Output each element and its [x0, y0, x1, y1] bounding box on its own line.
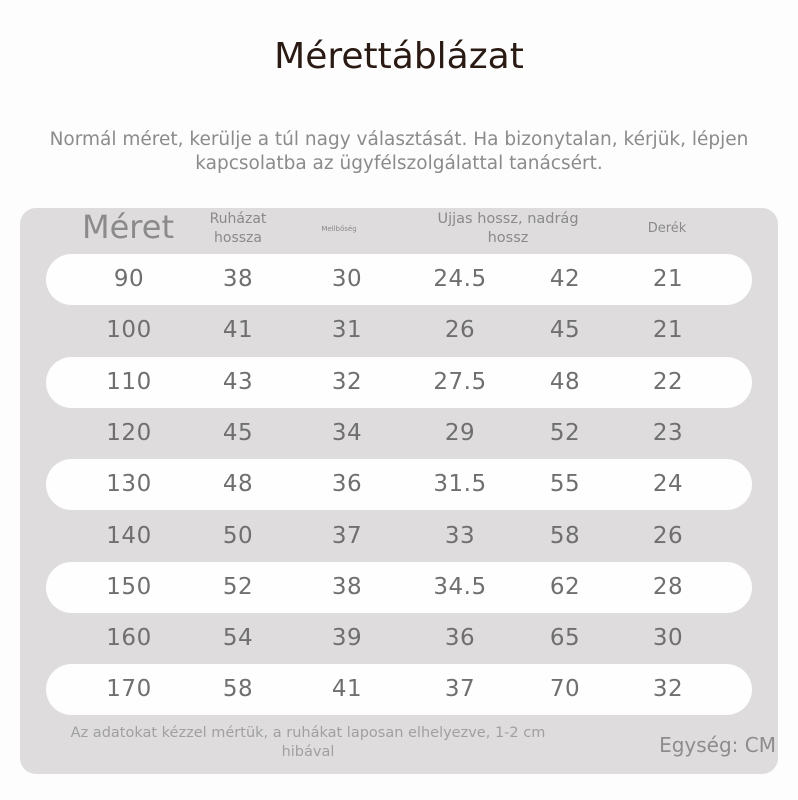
table-cell: 26 — [652, 522, 684, 549]
header-waist: Derék — [647, 221, 687, 236]
table-row — [46, 305, 752, 356]
table-cell: 38 — [222, 266, 254, 292]
table-cell: 23 — [652, 419, 684, 446]
table-cell: 54 — [222, 625, 254, 652]
table-row — [46, 511, 752, 562]
table-cell: 55 — [549, 471, 581, 498]
table-cell: 39 — [331, 625, 363, 652]
table-cell: 120 — [106, 419, 152, 446]
table-row — [46, 613, 752, 664]
page-subtitle: Normál méret, kerülje a túl nagy választását. Ha bizonytalan, kérjük, lépjen kapcsolatba az ügyfélszolgálattal tanácsért. — [49, 129, 749, 174]
table-cell: 41 — [222, 317, 254, 344]
table-cell: 37 — [331, 522, 363, 549]
table-cell: 110 — [106, 368, 152, 395]
table-cell: 160 — [106, 625, 152, 652]
size-table-panel — [20, 208, 778, 774]
table-cell: 27.5 — [433, 368, 487, 395]
header-chest: Mellbőség — [321, 225, 357, 233]
header-size: Méret — [82, 208, 174, 246]
table-cell: 24 — [652, 471, 684, 498]
table-row — [46, 459, 752, 510]
table-row — [46, 562, 752, 613]
table-cell: 30 — [652, 625, 684, 652]
table-cell: 21 — [652, 266, 684, 292]
table-cell: 34 — [331, 419, 363, 446]
table-cell: 22 — [652, 368, 684, 395]
table-cell: 32 — [331, 368, 363, 395]
table-cell: 45 — [549, 317, 581, 344]
table-row — [46, 408, 752, 459]
table-cell: 32 — [652, 676, 684, 703]
table-cell: 62 — [549, 573, 581, 600]
table-cell: 45 — [222, 419, 254, 446]
table-cell: 42 — [549, 266, 581, 292]
table-cell: 29 — [444, 419, 476, 446]
table-cell: 43 — [222, 368, 254, 395]
table-cell: 21 — [652, 317, 684, 344]
header-clothing-length: Ruházat hossza — [209, 211, 267, 246]
table-cell: 36 — [444, 625, 476, 652]
table-cell: 24.5 — [433, 266, 487, 292]
table-cell: 58 — [222, 676, 254, 703]
table-cell: 70 — [549, 676, 581, 703]
table-cell: 140 — [106, 522, 152, 549]
table-cell: 50 — [222, 522, 254, 549]
table-row — [46, 664, 752, 715]
table-cell: 52 — [222, 573, 254, 600]
table-cell: 38 — [331, 573, 363, 600]
page-title: Mérettáblázat — [274, 36, 524, 77]
table-cell: 150 — [106, 573, 152, 600]
table-cell: 58 — [549, 522, 581, 549]
table-cell: 130 — [106, 471, 152, 498]
table-cell: 65 — [549, 625, 581, 652]
table-row — [46, 357, 752, 408]
table-cell: 30 — [331, 266, 363, 292]
size-table-body — [20, 208, 778, 774]
table-cell: 37 — [444, 676, 476, 703]
table-cell: 33 — [444, 522, 476, 549]
table-cell: 34.5 — [433, 573, 487, 600]
table-cell: 48 — [549, 368, 581, 395]
table-cell: 26 — [444, 317, 476, 344]
table-cell: 28 — [652, 573, 684, 600]
table-cell: 36 — [331, 471, 363, 498]
table-cell: 31.5 — [433, 471, 487, 498]
table-cell: 31 — [331, 317, 363, 344]
table-cell: 170 — [106, 676, 152, 703]
unit-label: Egység: CM — [659, 733, 776, 757]
table-row — [46, 254, 752, 305]
table-cell: 90 — [113, 266, 145, 292]
table-cell: 52 — [549, 419, 581, 446]
measurement-note: Az adatokat kézzel mértük, a ruhákat laposan elhelyezve, 1-2 cm hibával — [70, 725, 546, 760]
table-cell: 41 — [331, 676, 363, 703]
table-cell: 48 — [222, 471, 254, 498]
header-sleeve-pants-length: Ujjas hossz, nadrág hossz — [437, 211, 579, 246]
table-cell: 100 — [106, 317, 152, 344]
